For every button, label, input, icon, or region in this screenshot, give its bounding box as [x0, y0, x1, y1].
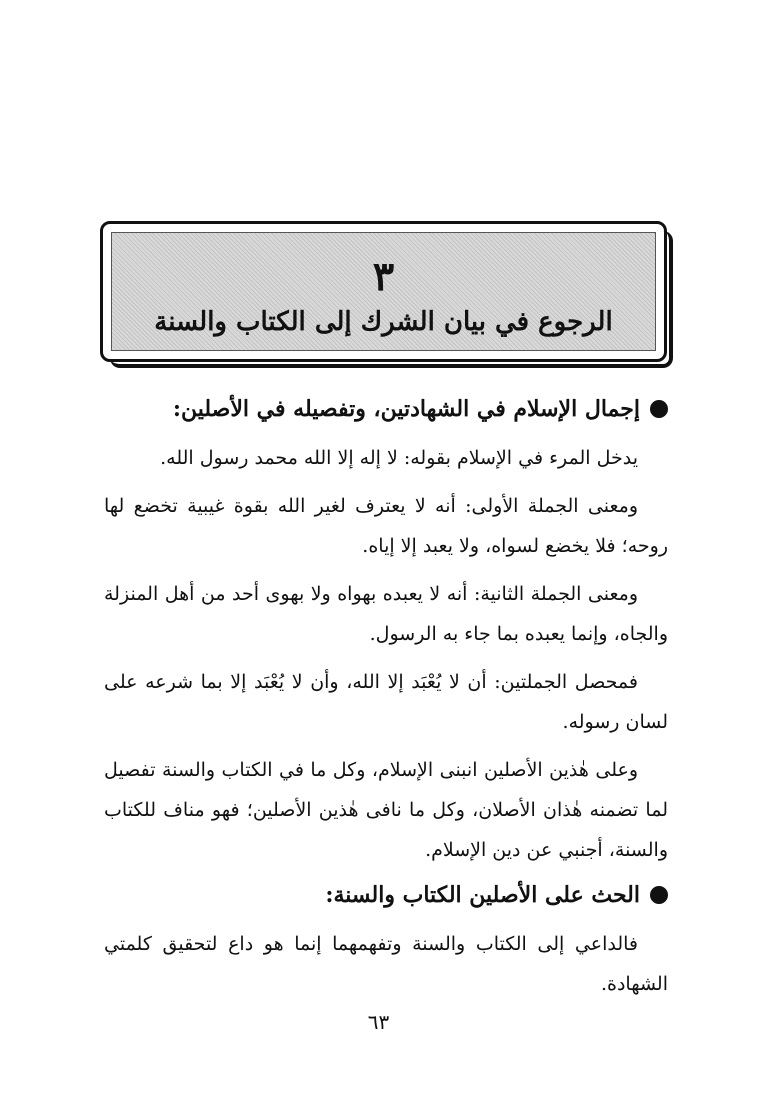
bullet-icon	[650, 886, 668, 904]
section-heading	[104, 878, 668, 912]
paragraph: فالداعي إلى الكتاب والسنة وتفهمهما إنما هو داع لتحقيق كلمتي الشهادة.	[104, 933, 668, 995]
paragraph: ومعنى الجملة الأولى: أنه لا يعترف لغير الله بقوة غيبية تخضع لها روحه؛ فلا يخضع لسواه، ولا يعبد إلا إياه.	[104, 495, 668, 557]
section-heading	[104, 392, 668, 426]
paragraph: وعلى هٰذين الأصلين انبنى الإسلام، وكل ما في الكتاب والسنة تفصيل لما تضمنه هٰذان الأصلان، وكل ما نافى هٰذين الأصلين؛ فهو مناف للكتاب والسنة، أجنبي عن دين الإسلام.	[104, 759, 668, 861]
page-number: ٦٣	[367, 1010, 390, 1034]
section-heading-text: إجمال الإسلام في الشهادتين، وتفصيله في الأصلين:	[172, 396, 640, 422]
bullet-icon	[650, 400, 668, 418]
paragraph: فمحصل الجملتين: أن لا يُعْبَد إلا الله، وأن لا يُعْبَد إلا بما شرعه على لسان رسوله.	[104, 671, 668, 733]
page-content	[104, 392, 668, 1012]
chapter-title: الرجوع في بيان الشرك إلى الكتاب والسنة	[154, 307, 613, 337]
chapter-number: ٣	[372, 253, 395, 300]
chapter-header-box	[100, 221, 667, 362]
chapter-header-inner	[111, 232, 656, 351]
paragraph: يدخل المرء في الإسلام بقوله: لا إله إلا الله محمد رسول الله.	[160, 447, 638, 469]
paragraph: ومعنى الجملة الثانية: أنه لا يعبده بهواه ولا بهوى أحد من أهل المنزلة والجاه، وإنما يعبده بما جاء به الرسول.	[104, 583, 668, 645]
section-heading-text: الحث على الأصلين الكتاب والسنة:	[325, 882, 640, 908]
